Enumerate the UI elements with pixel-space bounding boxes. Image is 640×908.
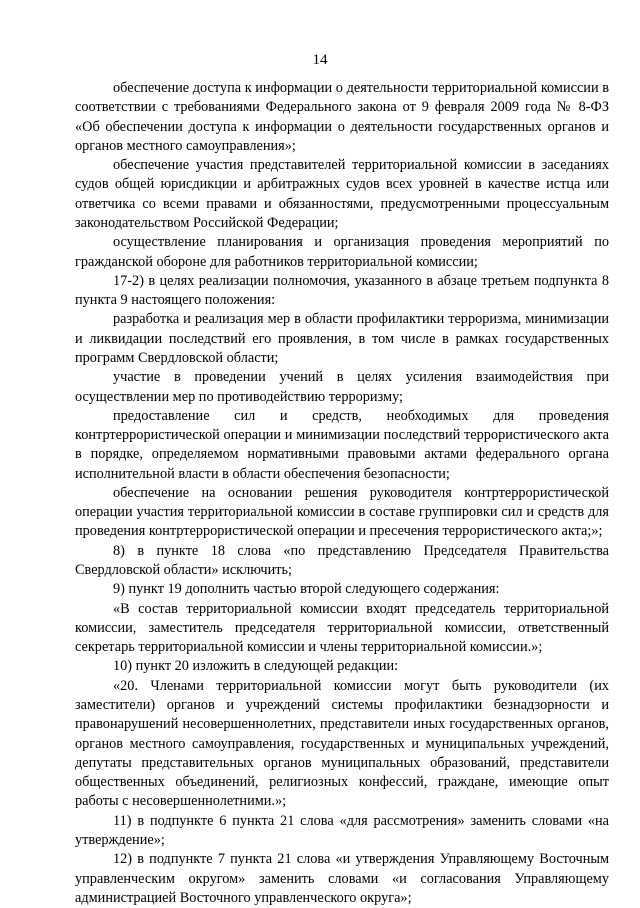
paragraph: 12) в подпункте 7 пункта 21 слова «и утверждения Управляющему Восточным управленческим округом» заменить словами «и согласования Управляющему администрацией Восточного управленческого округа»; <box>75 851 609 906</box>
paragraph: обеспечение участия представителей территориальной комиссии в заседаниях судов общей юрисдикции и арбитражных судов всех уровней в качестве истца или ответчика со всеми правами и обязанностями, предусмотренными процессуальным законодательством Российской Федерации; <box>75 157 609 231</box>
paragraph: участие в проведении учений в целях усиления взаимодействия при осуществлении мер по противодействию терроризму; <box>75 369 609 405</box>
paragraph: обеспечение доступа к информации о деятельности территориальной комиссии в соответствии с требованиями Федерального закона от 9 февраля 2009 года № 8-ФЗ «Об обеспечении доступа к информации о деятельности государственных органов и органов местного самоуправления»; <box>75 80 609 154</box>
paragraph: предоставление сил и средств, необходимых для проведения контртеррористической операции и минимизации последствий террористического акта в порядке, определяемом нормативными правовыми актами федерального органа исполнительной власти в области обеспечения безопасности; <box>75 407 609 482</box>
paragraph: осуществление планирования и организация проведения мероприятий по гражданской обороне для работников территориальной комиссии; <box>75 234 609 270</box>
paragraph: обеспечение на основании решения руководителя контртеррористической операции участия территориальной комиссии в составе группировки сил и средств для проведения контртеррористической операции и пресечения террористического акта;»; <box>75 484 609 540</box>
paragraph: 8) в пункте 18 слова «по представлению Председателя Правительства Свердловской области» исключить; <box>75 542 609 579</box>
paragraph: «20. Членами территориальной комиссии могут быть руководители (их заместители) органов и учреждений системы профилактики безнадзорности и правонарушений несовершеннолетних, представители иных государственных органов, органов местного самоуправления, государственных и муниципальных учреждений, депутаты представительных органов муниципальных образований, представители общественных объединений, религиозных конфессий, граждане, имеющие опыт работы с несовершеннолетними.»; <box>75 677 609 810</box>
document-body <box>75 79 609 908</box>
paragraph: 9) пункт 19 дополнить частью второй следующего содержания: <box>113 581 500 598</box>
paragraph: разработка и реализация мер в области профилактики терроризма, минимизации и ликвидации последствий его проявления, в том числе в рамках государственных программ Свердловской области; <box>75 311 609 366</box>
paragraph: «В состав территориальной комиссии входят председатель территориальной комиссии, заместитель председателя территориальной комиссии, ответственный секретарь территориальной комиссии и члены территориальной комиссии.»; <box>75 600 609 656</box>
page-number: 14 <box>312 52 328 68</box>
paragraph: 11) в подпункте 6 пункта 21 слова «для рассмотрения» заменить словами «на утверждение»; <box>75 812 609 848</box>
paragraph: 10) пункт 20 изложить в следующей редакции: <box>113 658 399 675</box>
paragraph: 17-2) в целях реализации полномочия, указанного в абзаце третьем подпункта 8 пункта 9 настоящего положения: <box>75 272 609 309</box>
